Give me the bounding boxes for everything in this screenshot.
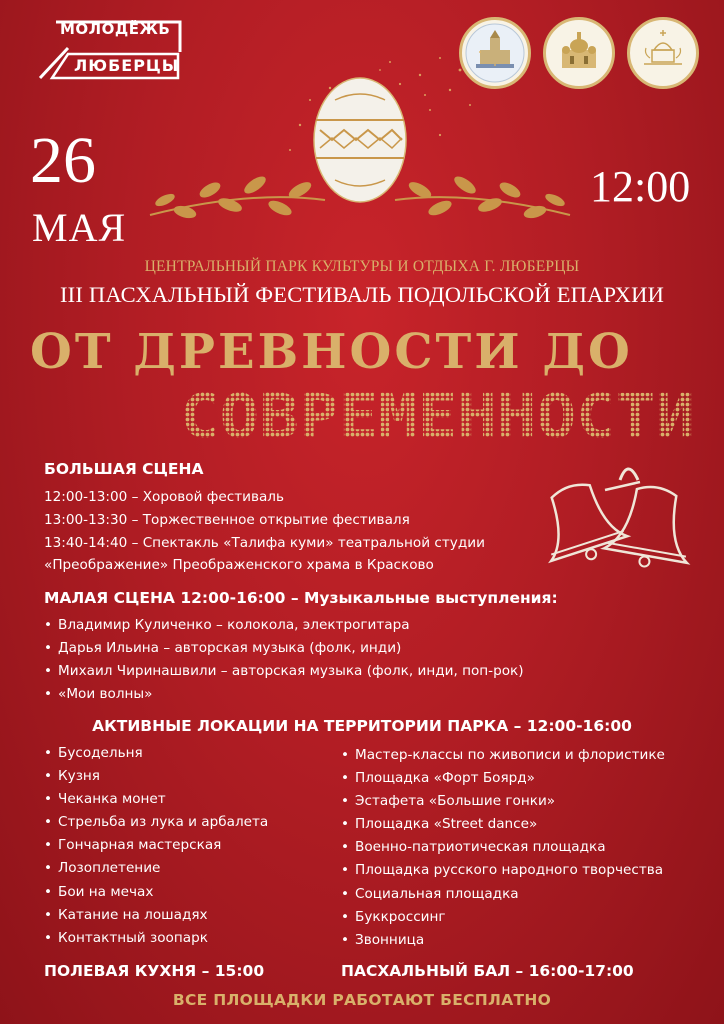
list-item: • Кузня [44,765,268,788]
list-item: • «Мои волны» [44,683,524,706]
title-line1: ОТ ДРЕВНОСТИ ДО [30,324,633,380]
festival-name: III ПАСХАЛЬНЫЙ ФЕСТИВАЛЬ ПОДОЛЬСКОЙ ЕПАРХИИ [59,282,665,307]
program-line: 12:00-13:00 – Хоровой фестиваль [44,489,285,505]
event-day: 26 [30,124,96,197]
program-line: «Преображение» Преображенского храма в Красково [44,557,434,574]
small-stage-list [44,614,524,706]
list-item: • Стрельба из лука и арбалета [44,811,268,834]
logo-line2: ЛЮБЕРЦЫ [74,56,180,75]
big-stage-program [44,486,485,577]
small-stage-heading: МАЛАЯ СЦЕНА 12:00-16:00 – Музыкальные выступления: [44,589,558,607]
title-line2-dotted [180,392,695,442]
program-line: 13:00-13:30 – Торжественное открытие фестиваля [44,511,410,528]
list-item: • Лозоплетение [44,857,268,880]
logo-line1: МОЛОДЁЖЬ [60,20,171,38]
egg-icon [314,78,406,202]
program-line: 13:40-14:40 – Спектакль «Талифа куми» театральной студии [44,534,485,551]
list-item: • Контактный зоопарк [44,927,268,950]
list-item: • Катание на лошадях [44,904,268,927]
venue: ЦЕНТРАЛЬНЫЙ ПАРК КУЛЬТУРЫ И ОТДЫХА Г. ЛЮБЕРЦЫ [144,258,580,275]
list-item: • Михаил Чиринашвили – авторская музыка (фолк, инди, поп-рок) [44,660,524,683]
locations-heading: АКТИВНЫЕ ЛОКАЦИИ НА ТЕРРИТОРИИ ПАРКА – 12:00-16:00 [92,717,632,735]
list-item: • Мастер-классы по живописи и флористике [341,744,665,767]
list-item: • Бусодельня [44,742,268,765]
temple-emblem-icon [627,17,699,89]
event-time: 12:00 [590,162,691,211]
locations-left-list [44,742,268,950]
list-item: • Площадка «Street dance» [341,813,665,836]
event-month: МАЯ [32,205,127,250]
list-item: • Чеканка монет [44,788,268,811]
list-item: • Бои на мечах [44,881,268,904]
easter-ball: ПАСХАЛЬНЫЙ БАЛ – 16:00-17:00 [341,962,634,980]
list-item: • Гончарная мастерская [44,834,268,857]
list-item: • Эстафета «Большие гонки» [341,790,665,813]
locations-right-list [341,744,665,952]
title-line2: СОВРЕМЕННОСТИ [180,392,695,442]
list-item: • Военно-патриотическая площадка [341,836,665,859]
list-item: • Звонница [341,929,665,952]
list-item: • Площадка «Форт Боярд» [341,767,665,790]
big-stage-heading: БОЛЬШАЯ СЦЕНА [44,460,204,478]
list-item: • Владимир Куличенко – колокола, электрогитара [44,614,524,637]
right-branch-icon [395,174,570,220]
list-item: • Дарья Ильина – авторская музыка (фолк, инди) [44,637,524,660]
list-item: • Буккроссинг [341,906,665,929]
left-branch-icon [150,174,325,220]
free-admission-note: ВСЕ ПЛОЩАДКИ РАБОТАЮТ БЕСПЛАТНО [172,991,552,1009]
list-item: • Социальная площадка [341,883,665,906]
bells-icon [520,450,710,590]
list-item: • Площадка русского народного творчества [341,859,665,882]
field-kitchen: ПОЛЕВАЯ КУХНЯ – 15:00 [44,962,265,980]
easter-egg-illustration [130,40,590,250]
